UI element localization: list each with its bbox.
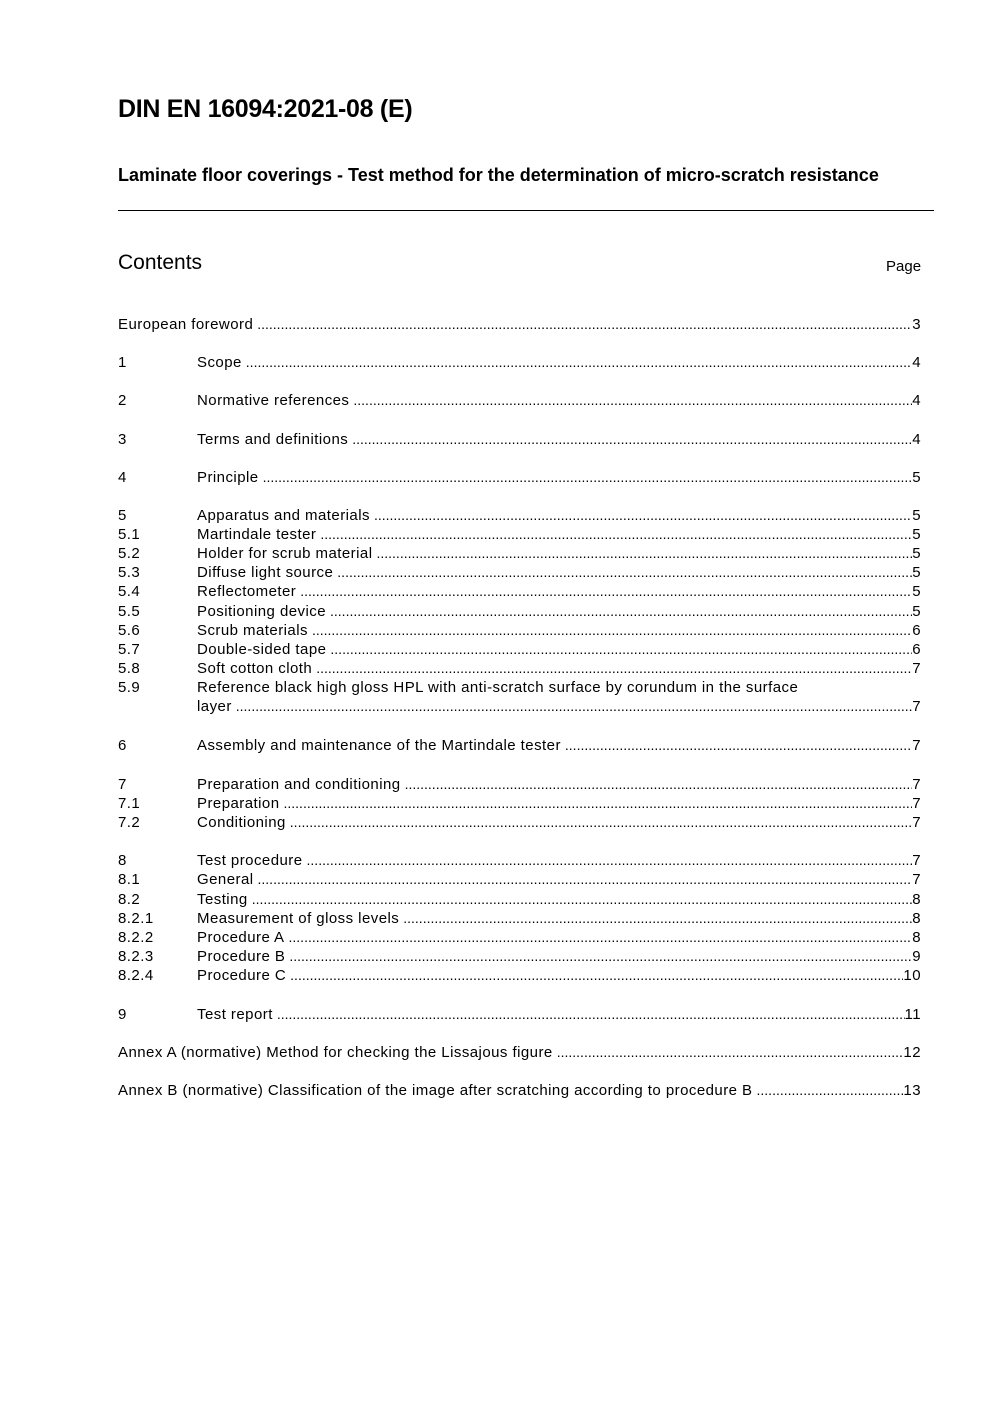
toc-leader-dots — [330, 640, 912, 659]
document-subtitle: Laminate floor coverings - Test method for the determination of micro-scratch resistance — [118, 165, 879, 185]
toc-section-number: 4 — [118, 469, 127, 486]
title-divider — [118, 210, 934, 211]
toc-page-number: 11 — [904, 1006, 921, 1023]
toc-entry-7[interactable] — [118, 775, 921, 794]
toc-leader-dots — [312, 621, 912, 640]
toc-entry-7-2[interactable] — [118, 813, 921, 832]
toc-section-number: 8 — [118, 852, 127, 869]
toc-entry-8-2-4[interactable] — [118, 966, 921, 985]
toc-leader-dots — [557, 1043, 904, 1062]
toc-title: Diffuse light source — [197, 564, 334, 581]
toc-entry-2[interactable] — [118, 391, 921, 410]
toc-section-number: 7 — [118, 776, 127, 793]
toc-section-number: 5.6 — [118, 622, 141, 639]
toc-leader-dots — [257, 315, 912, 334]
toc-entry-6[interactable] — [118, 736, 921, 755]
toc-section-number: 3 — [118, 431, 127, 448]
toc-entry-5-7[interactable] — [118, 640, 921, 659]
toc-entry-5-2[interactable] — [118, 544, 921, 563]
toc-leader-dots — [316, 659, 912, 678]
toc-page-number: 5 — [912, 469, 921, 486]
toc-leader-dots — [353, 391, 912, 410]
toc-section-number: 2 — [118, 392, 127, 409]
toc-leader-dots — [374, 506, 912, 525]
toc-section-number: 5.3 — [118, 564, 141, 581]
toc-entry-7-1[interactable] — [118, 794, 921, 813]
toc-entry-8-2[interactable] — [118, 890, 921, 909]
toc-leader-dots — [236, 697, 912, 716]
toc-section-number: 5.4 — [118, 583, 141, 600]
toc-title: General — [197, 871, 254, 888]
toc-page-number: 12 — [903, 1044, 921, 1061]
toc-leader-dots — [565, 736, 912, 755]
toc-leader-dots — [376, 544, 912, 563]
toc-entry-5-8[interactable] — [118, 659, 921, 678]
toc-entry-5-5[interactable] — [118, 602, 921, 621]
toc-page-number: 7 — [912, 737, 921, 754]
toc-page-number: 8 — [912, 910, 921, 927]
toc-page-number: 10 — [903, 967, 921, 984]
toc-entry-8-2-3[interactable] — [118, 947, 921, 966]
toc-leader-dots — [252, 890, 913, 909]
toc-entry-8-2-2[interactable] — [118, 928, 921, 947]
toc-section-number: 8.2.1 — [118, 910, 154, 927]
toc-leader-dots — [300, 582, 912, 601]
toc-entry-5-4[interactable] — [118, 582, 921, 601]
toc-page-number: 7 — [912, 698, 921, 715]
toc-title: Preparation — [197, 795, 280, 812]
toc-entry-annex-a[interactable] — [118, 1043, 921, 1062]
toc-title: Conditioning — [197, 814, 286, 831]
toc-entry-5[interactable] — [118, 506, 921, 525]
toc-title: Soft cotton cloth — [197, 660, 313, 677]
toc-page-number: 3 — [912, 316, 921, 333]
toc-title: Test report — [197, 1006, 273, 1023]
toc-section-number: 5.5 — [118, 603, 141, 620]
toc-page-number: 6 — [912, 622, 921, 639]
toc-page-number: 7 — [912, 814, 921, 831]
toc-title: Test procedure — [197, 852, 303, 869]
toc-title: Apparatus and materials — [197, 507, 370, 524]
toc-page-number: 5 — [912, 545, 921, 562]
toc-section-number: 5.9 — [118, 679, 141, 696]
toc-title: Reflectometer — [197, 583, 297, 600]
toc-page-number: 8 — [912, 929, 921, 946]
toc-leader-dots — [246, 353, 912, 372]
toc-title: Positioning device — [197, 603, 327, 620]
toc-title: Measurement of gloss levels — [197, 910, 400, 927]
toc-leader-dots — [277, 1005, 905, 1024]
toc-leader-dots — [403, 909, 912, 928]
toc-section-number: 8.2 — [118, 891, 141, 908]
toc-title: Scrub materials — [197, 622, 308, 639]
toc-leader-dots — [290, 966, 903, 985]
toc-page-number: 9 — [912, 948, 921, 965]
toc-section-number: 8.1 — [118, 871, 141, 888]
toc-leader-dots — [263, 468, 913, 487]
toc-page-number: 8 — [912, 891, 921, 908]
toc-leader-dots — [289, 947, 912, 966]
toc-page-number: 13 — [903, 1082, 921, 1099]
toc-section-number: 9 — [118, 1006, 127, 1023]
toc-title: Martindale tester — [197, 526, 317, 543]
toc-leader-dots — [757, 1081, 904, 1100]
toc-section-number: 5 — [118, 507, 127, 524]
toc-page-number: 4 — [912, 431, 921, 448]
toc-title: Normative references — [197, 392, 350, 409]
toc-entry-annex-b[interactable] — [118, 1081, 921, 1100]
toc-page-number: 4 — [912, 354, 921, 371]
toc-title: Assembly and maintenance of the Martindale tester — [197, 737, 561, 754]
toc-section-number: 6 — [118, 737, 127, 754]
toc-page-number: 7 — [912, 852, 921, 869]
toc-title: Double-sided tape — [197, 641, 327, 658]
page-column-heading: Page — [886, 258, 922, 275]
toc-page-number: 5 — [912, 603, 921, 620]
toc-leader-dots — [258, 870, 913, 889]
toc-page-number: 5 — [912, 507, 921, 524]
toc-title: European foreword — [118, 316, 254, 333]
toc-leader-dots — [307, 851, 913, 870]
toc-title: Testing — [197, 891, 248, 908]
toc-title: Procedure A — [197, 929, 285, 946]
toc-page-number: 7 — [912, 660, 921, 677]
toc-leader-dots — [320, 525, 912, 544]
document-id: DIN EN 16094:2021-08 (E) — [118, 95, 413, 123]
toc-title: Terms and definitions — [197, 431, 349, 448]
contents-heading: Contents — [118, 251, 203, 274]
toc-page-number: 7 — [912, 871, 921, 888]
toc-section-number: 7.1 — [118, 795, 141, 812]
toc-title: Holder for scrub material — [197, 545, 373, 562]
toc-section-number: 8.2.4 — [118, 967, 154, 984]
toc-leader-dots — [405, 775, 913, 794]
toc-page-number: 6 — [912, 641, 921, 658]
toc-leader-dots — [330, 602, 912, 621]
toc-entry-4[interactable] — [118, 468, 921, 487]
toc-leader-dots — [289, 928, 913, 947]
toc-entry-1[interactable] — [118, 353, 921, 372]
toc-title: Procedure B — [197, 948, 286, 965]
toc-title: Annex B (normative) Classification of the image after scratching according to procedure B — [118, 1082, 753, 1099]
toc-entry-8-2-1[interactable] — [118, 909, 921, 928]
toc-leader-dots — [284, 794, 913, 813]
toc-entry-3[interactable] — [118, 430, 921, 449]
toc-page-number: 5 — [912, 526, 921, 543]
toc-entry-5-6[interactable] — [118, 621, 921, 640]
toc-section-number: 1 — [118, 354, 127, 371]
toc-section-number: 5.2 — [118, 545, 141, 562]
toc-title-line1: Reference black high gloss HPL with anti-scratch surface by corundum in the surface — [197, 679, 799, 696]
toc-title: Scope — [197, 354, 242, 371]
toc-entry-8-1[interactable] — [118, 870, 921, 889]
toc-leader-dots — [290, 813, 912, 832]
toc-page-number: 7 — [912, 776, 921, 793]
toc-leader-dots — [352, 430, 912, 449]
toc-entry-5-1[interactable] — [118, 525, 921, 544]
toc-title: Annex A (normative) Method for checking the Lissajous figure — [118, 1044, 553, 1061]
toc-page-number: 5 — [912, 564, 921, 581]
toc-section-number: 5.7 — [118, 641, 141, 658]
toc-entry-foreword[interactable] — [118, 315, 921, 334]
toc-entry-5-9[interactable] — [118, 678, 921, 715]
toc-entry-9[interactable] — [118, 1005, 921, 1024]
toc-page-number: 7 — [912, 795, 921, 812]
toc-section-number: 5.8 — [118, 660, 141, 677]
toc-title: Principle — [197, 469, 259, 486]
toc-page-number: 5 — [912, 583, 921, 600]
toc-section-number: 8.2.3 — [118, 948, 154, 965]
toc-title: layer — [197, 698, 232, 715]
toc-page-number: 4 — [912, 392, 921, 409]
toc-title: Procedure C — [197, 967, 287, 984]
toc-section-number: 8.2.2 — [118, 929, 154, 946]
toc-leader-dots — [337, 563, 912, 582]
toc-title: Preparation and conditioning — [197, 776, 401, 793]
toc-entry-5-3[interactable] — [118, 563, 921, 582]
toc-section-number: 5.1 — [118, 526, 141, 543]
toc-section-number: 7.2 — [118, 814, 141, 831]
toc-entry-8[interactable] — [118, 851, 921, 870]
